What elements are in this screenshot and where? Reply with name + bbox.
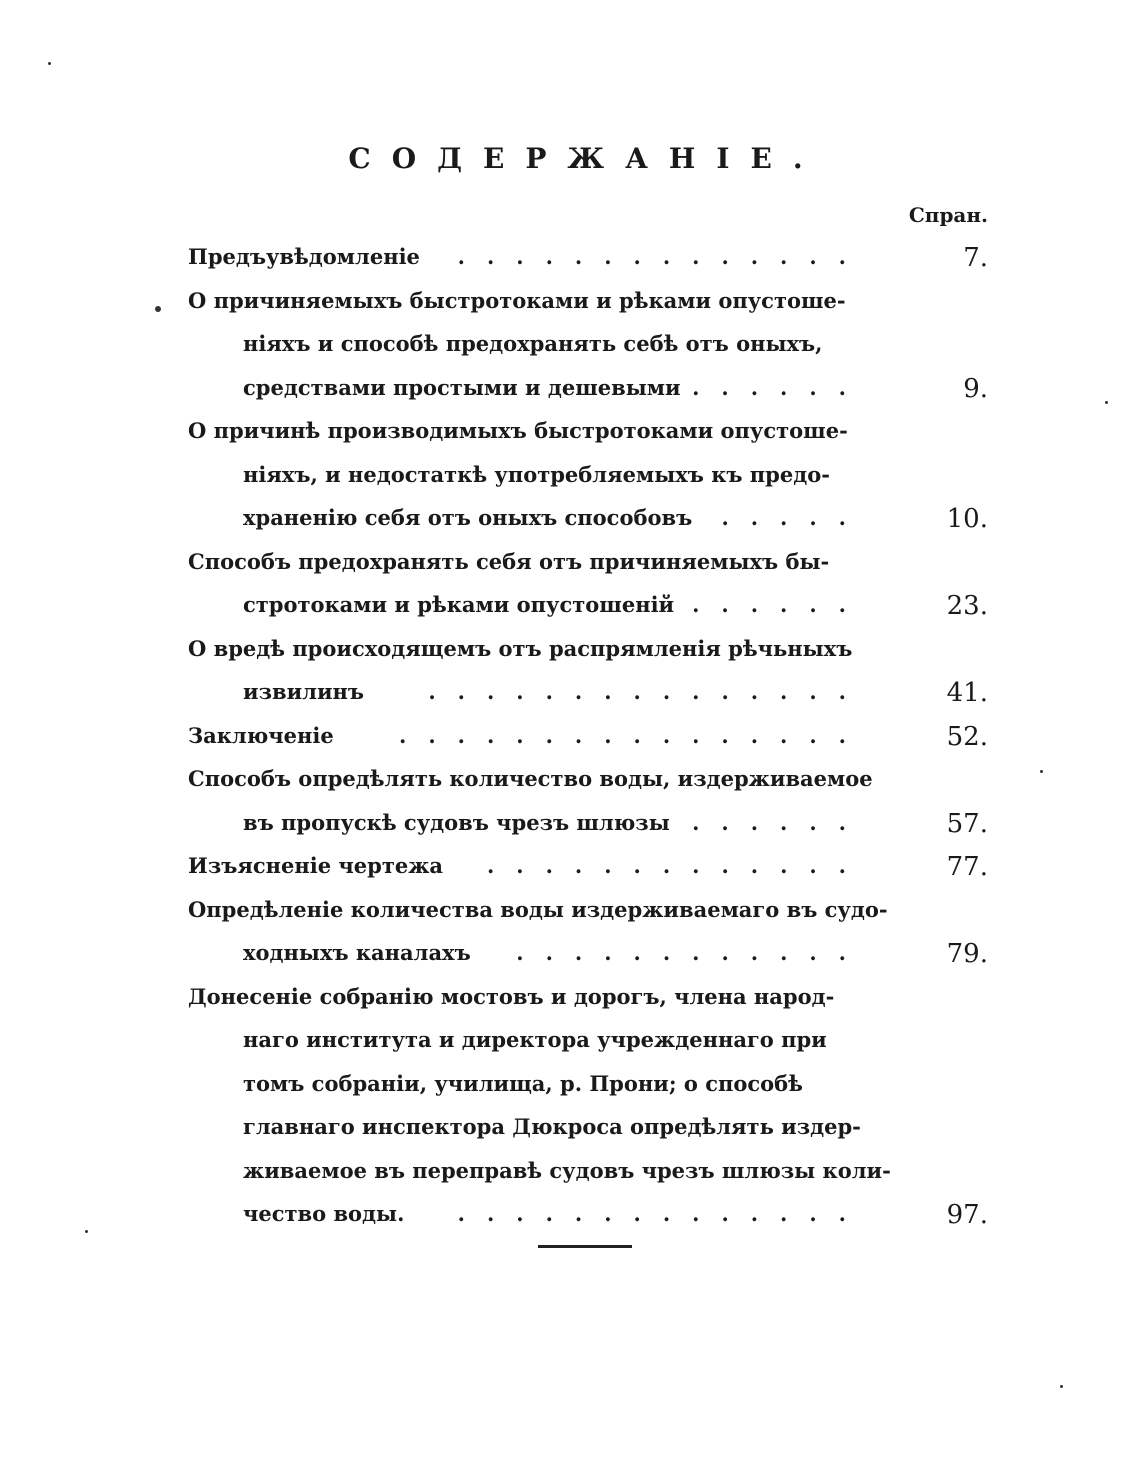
dot-leader: .............	[486, 853, 868, 878]
toc-entry	[188, 279, 988, 410]
toc-page-number: 52.	[946, 721, 988, 752]
toc-entry	[188, 235, 988, 279]
toc-entry-text: живаемое въ переправѣ судовъ чрезъ шлюзы коли-	[243, 1157, 891, 1183]
toc-page-number: 97.	[946, 1200, 988, 1230]
dot-leader: ................	[399, 722, 868, 748]
toc-line	[188, 322, 988, 366]
toc-page-number: 77.	[946, 852, 988, 882]
toc-entry-text: Изъясненіе чертежа	[188, 853, 444, 878]
toc-line	[188, 670, 988, 714]
toc-entry-text: томъ собраніи, училища, р. Прони; о способѣ	[243, 1070, 803, 1096]
closing-rule	[538, 1245, 632, 1248]
toc-entry-text: чество воды.	[243, 1201, 405, 1226]
toc-line	[188, 235, 988, 279]
toc-line	[188, 453, 988, 497]
page-title: СОДЕРЖАНІЕ.	[348, 142, 824, 175]
toc-entry-text: въ пропускѣ судовъ чрезъ шлюзы	[243, 809, 670, 835]
toc-line	[188, 627, 988, 671]
toc-page-number: 79.	[946, 939, 988, 969]
toc-entry-text: Донесеніе собранію мостовъ и дорогъ, члена народ-	[188, 983, 835, 1009]
toc-line	[188, 1105, 988, 1149]
toc-entry-text: Предъувѣдомленіе	[188, 244, 420, 269]
toc-line	[188, 714, 988, 758]
toc-line	[188, 1062, 988, 1106]
toc-entry	[188, 409, 988, 540]
toc-entry-text: ходныхъ каналахъ	[243, 940, 471, 965]
toc-entry	[188, 714, 988, 758]
toc-entry	[188, 627, 988, 714]
toc-page-number: 41.	[946, 678, 988, 708]
toc-line	[188, 1149, 988, 1193]
toc-entry	[188, 888, 988, 975]
dot-leader: ......	[692, 809, 868, 835]
dot-leader: .....	[721, 505, 868, 530]
toc-line	[188, 279, 988, 323]
toc-page-number: 7.	[963, 243, 988, 273]
dot-leader: ......	[692, 592, 868, 617]
toc-entry-text: наго института и директора учрежденнаго при	[243, 1027, 827, 1052]
toc-line	[188, 801, 988, 845]
toc-entry	[188, 540, 988, 627]
toc-line	[188, 888, 988, 932]
toc-entry-text: Способъ предохранять себя отъ причиняемыхъ бы-	[188, 548, 830, 574]
dot-leader: ...............	[428, 679, 868, 704]
toc-entry-text: главнаго инспектора Дюкроса опредѣлять издер-	[243, 1114, 861, 1139]
toc-line	[188, 844, 988, 888]
toc-entry-text: ніяхъ, и недостаткѣ употребляемыхъ къ предо-	[243, 461, 830, 487]
dot-leader: ..............	[457, 244, 868, 269]
toc-entry-text: стротоками и рѣками опустошеній	[243, 592, 675, 617]
toc-line	[188, 366, 988, 410]
toc-line	[188, 757, 988, 801]
toc-line	[188, 1192, 988, 1236]
dot-leader: ..............	[457, 1201, 868, 1226]
toc-line	[188, 540, 988, 584]
toc-entry-text: О причинѣ производимыхъ быстротоками опустоше-	[188, 418, 848, 443]
scan-speck	[85, 1230, 88, 1233]
toc-page-number: 23.	[946, 591, 988, 621]
toc-entry-text: Опредѣленіе количества воды издерживаемаго въ судо-	[188, 896, 888, 922]
toc-line	[188, 583, 988, 627]
scan-speck	[155, 306, 161, 312]
toc-entry-text: средствами простыми и дешевыми	[243, 374, 681, 400]
dot-leader: ......	[692, 374, 868, 400]
scan-speck	[1105, 401, 1108, 404]
toc-page-number: 57.	[946, 808, 988, 839]
toc-line	[188, 931, 988, 975]
toc-line	[188, 409, 988, 453]
toc-entry-text: извилинъ	[243, 679, 365, 704]
toc-entry	[188, 975, 988, 1236]
page-column-header: Спран.	[908, 203, 988, 227]
toc-entry-text: храненію себя отъ оныхъ способовъ	[243, 505, 693, 530]
table-of-contents	[188, 235, 988, 1236]
toc-entry-text: ніяхъ и способѣ предохранять себѣ отъ оныхъ,	[243, 331, 823, 356]
toc-line	[188, 1018, 988, 1062]
dot-leader: ............	[516, 940, 868, 965]
scan-speck	[1060, 1385, 1063, 1388]
toc-entry	[188, 757, 988, 844]
scan-speck	[48, 62, 51, 65]
toc-entry-text: О вредѣ происходящемъ отъ распрямленія рѣчьныхъ	[188, 635, 853, 661]
toc-entry-text: Заключеніе	[188, 722, 334, 748]
toc-entry-text: О причиняемыхъ быстротоками и рѣками опустоше-	[188, 287, 846, 313]
scan-speck	[1040, 770, 1043, 773]
toc-line	[188, 975, 988, 1019]
toc-entry-text: Способъ опредѣлять количество воды, издерживаемое	[188, 766, 873, 791]
toc-page-number: 10.	[946, 504, 988, 534]
toc-line	[188, 496, 988, 540]
toc-entry	[188, 844, 988, 888]
toc-page-number: 9.	[963, 373, 988, 404]
